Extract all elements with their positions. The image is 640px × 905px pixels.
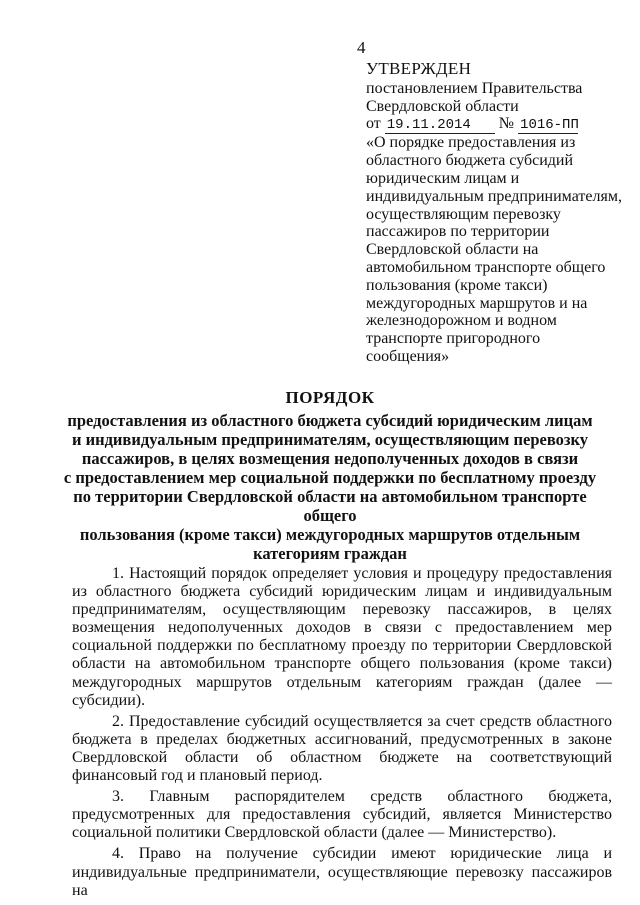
paragraph: 3. Главным распорядителем средств областного бюджета, предусмотренных для предоставления субсидий, является Министерство социальной политики Свердловской области (далее — Министерство). xyxy=(72,788,612,842)
subject-line: транспорте пригородного xyxy=(366,330,541,348)
number-prefix: № xyxy=(498,115,515,133)
title-line: предоставления из областного бюджета субсидий юридическим лицам xyxy=(67,411,593,430)
date-value: 19.11.2014 xyxy=(385,118,495,134)
subject-line: междугородных маршрутов и на xyxy=(366,294,588,312)
subject-line: пользования (кроме такси) xyxy=(366,276,548,294)
approval-subject xyxy=(366,134,622,365)
title-line: категориям граждан xyxy=(253,544,407,563)
subject-line: Свердловской области на xyxy=(366,241,539,259)
paragraph: 1. Настоящий порядок определяет условия и процедуру предоставления из областного бюджета субсидий юридическим лицам и индивидуальным предпринимателям, осуществляющим перевозку пассажиров, в целях возмещения недополученных доходов в связи с предоставлением мер социальной поддержки по бесплатному проезду по территории Свердловской области на автомобильном транспорте общего пользования (кроме такси) междугородных маршрутов отдельным категориям граждан (далее — субсидии). xyxy=(72,565,612,709)
subject-line: индивидуальным предпринимателям, xyxy=(366,187,622,205)
approval-date-line xyxy=(366,115,616,134)
subject-line: автомобильном транспорте общего xyxy=(366,258,606,276)
number-value: 1016-ПП xyxy=(520,117,579,134)
paragraph: 2. Предоставление субсидий осуществляется за счет средств областного бюджета в пределах бюджетных ассигнований, предусмотренных в законе Свердловской области об областном бюджете на соответствующий финансовый год и плановый период. xyxy=(72,712,612,785)
title-line: и индивидуальным предпринимателям, осуществляющим перевозку xyxy=(71,430,589,449)
document-body xyxy=(72,565,612,903)
title-heading: ПОРЯДОК xyxy=(285,388,375,407)
subject-line: осуществляющим перевозку xyxy=(366,205,561,223)
document-title xyxy=(60,388,600,563)
paragraph: 4. Право на получение субсидии имеют юридические лица и индивидуальные предприниматели, осуществляющие перевозку пассажиров на xyxy=(72,845,612,899)
subject-line: юридическим лицам и xyxy=(366,169,520,187)
approval-line-2: Свердловской области xyxy=(366,97,519,115)
subject-line: железнодорожном и водном xyxy=(366,312,557,330)
title-line: с предоставлением мер социальной поддержки по бесплатному проезду xyxy=(63,468,597,487)
subject-line: сообщения» xyxy=(366,347,450,365)
title-line: по территории Свердловской области на автомобильном транспорте общего xyxy=(73,487,587,525)
title-line: пассажиров, в целях возмещения недополученных доходов в связи xyxy=(81,449,579,468)
subject-line: «О порядке предоставления из xyxy=(366,134,576,152)
approval-title: УТВЕРЖДЕН xyxy=(366,59,472,78)
approval-line-1: постановлением Правительства xyxy=(366,79,583,97)
subject-line: областного бюджета субсидий xyxy=(366,152,574,170)
date-prefix: от xyxy=(366,115,381,133)
title-line: пользования (кроме такси) междугородных маршрутов отдельным xyxy=(79,525,581,544)
subject-line: пассажиров по территории xyxy=(366,223,550,241)
page-number: 4 xyxy=(357,38,366,57)
approval-stamp xyxy=(366,59,622,366)
